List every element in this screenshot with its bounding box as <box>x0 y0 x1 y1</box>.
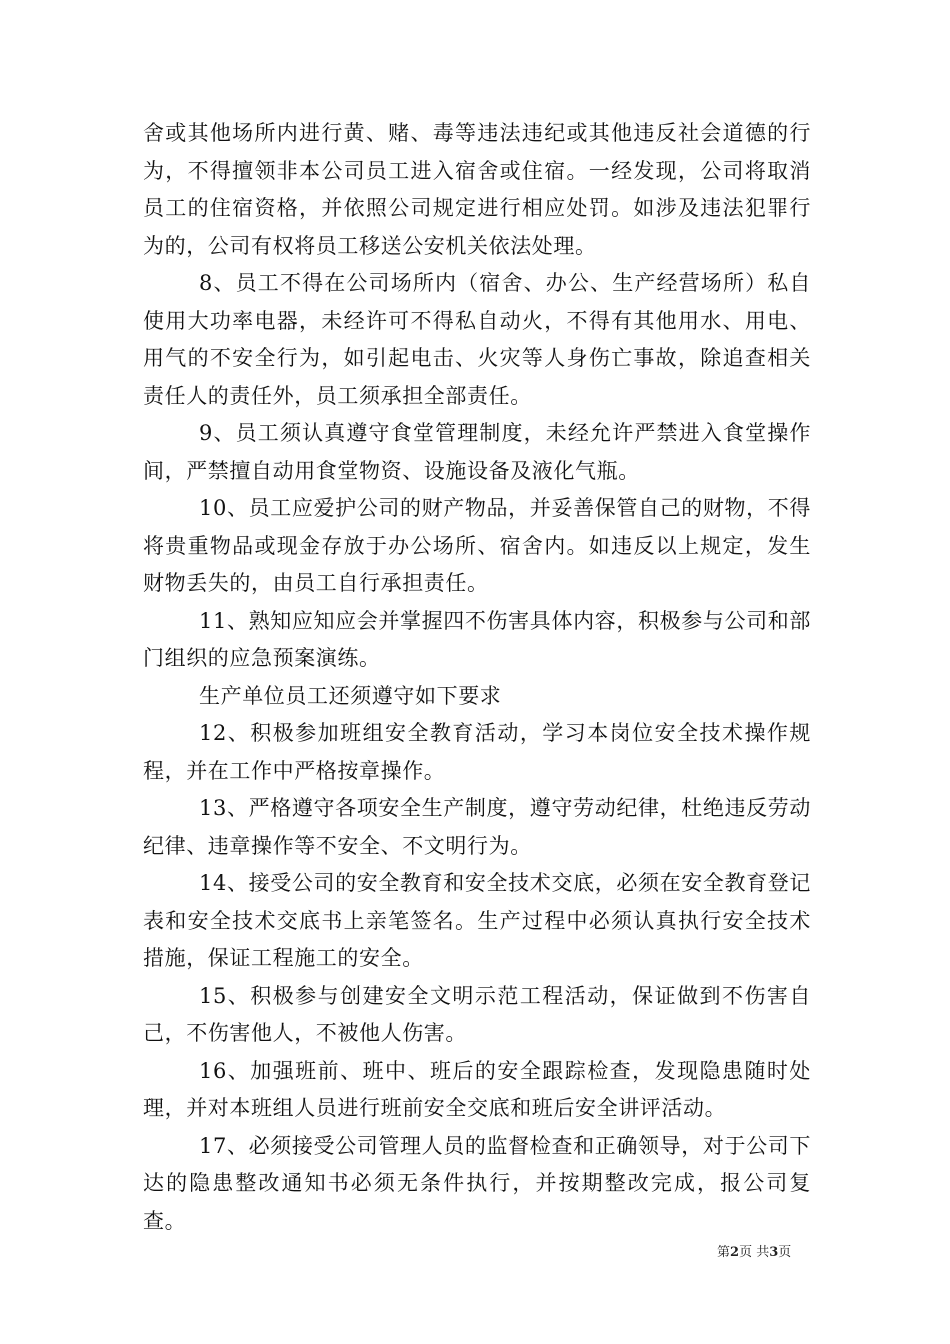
footer-total-pages: 3 <box>769 1245 779 1260</box>
document-body <box>143 115 811 1240</box>
paragraph-item-17: 17、必须接受公司管理人员的监督检查和正确领导，对于公司下达的隐患整改通知书必须无条件执行，并按期整改完成，报公司复查。 <box>143 1133 811 1233</box>
paragraph-continuation: 舍或其他场所内进行黄、赌、毒等违法违纪或其他违反社会道德的行为，不得擅领非本公司员工进入宿舍或住宿。一经发现，公司将取消员工的住宿资格，并依照公司规定进行相应处罚。如涉及违法犯罪行为的，公司有权将员工移送公安机关依法处理。 <box>143 121 811 258</box>
paragraph-item-16: 16、加强班前、班中、班后的安全跟踪检查，发现隐患随时处理，并对本班组人员进行班前安全交底和班后安全讲评活动。 <box>143 1058 811 1120</box>
footer-middle: 页 共 <box>739 1245 770 1260</box>
paragraph-item-11: 11、熟知应知应会并掌握四不伤害具体内容，积极参与公司和部门组织的应急预案演练。 <box>143 608 811 670</box>
paragraph-item-8: 8、员工不得在公司场所内（宿舍、办公、生产经营场所）私自使用大功率电器，未经许可不得私自动火，不得有其他用水、用电、用气的不安全行为，如引起电击、火灾等人身伤亡事故，除追查相关责任人的责任外，员工须承担全部责任。 <box>143 271 811 408</box>
paragraph-item-13: 13、严格遵守各项安全生产制度，遵守劳动纪律，杜绝违反劳动纪律、违章操作等不安全、不文明行为。 <box>143 796 811 858</box>
page-footer <box>717 1245 791 1261</box>
section-heading: 生产单位员工还须遵守如下要求 <box>199 683 502 708</box>
paragraph-item-10: 10、员工应爱护公司的财产物品，并妥善保管自己的财物，不得将贵重物品或现金存放于办公场所、宿舍内。如违反以上规定，发生财物丢失的，由员工自行承担责任。 <box>143 496 811 595</box>
paragraph-item-12: 12、积极参加班组安全教育活动，学习本岗位安全技术操作规程，并在工作中严格按章操作。 <box>143 721 811 783</box>
footer-prefix: 第 <box>717 1245 731 1260</box>
paragraph-item-15: 15、积极参与创建安全文明示范工程活动，保证做到不伤害自己，不伤害他人，不被他人伤害。 <box>143 983 811 1045</box>
footer-suffix: 页 <box>778 1245 792 1260</box>
paragraph-item-9: 9、员工须认真遵守食堂管理制度，未经允许严禁进入食堂操作间，严禁擅自动用食堂物资、设施设备及液化气瓶。 <box>143 421 811 483</box>
footer-current-page: 2 <box>730 1245 740 1260</box>
paragraph-item-14: 14、接受公司的安全教育和安全技术交底，必须在安全教育登记表和安全技术交底书上亲笔签名。生产过程中必须认真执行安全技术措施，保证工程施工的安全。 <box>143 871 811 970</box>
